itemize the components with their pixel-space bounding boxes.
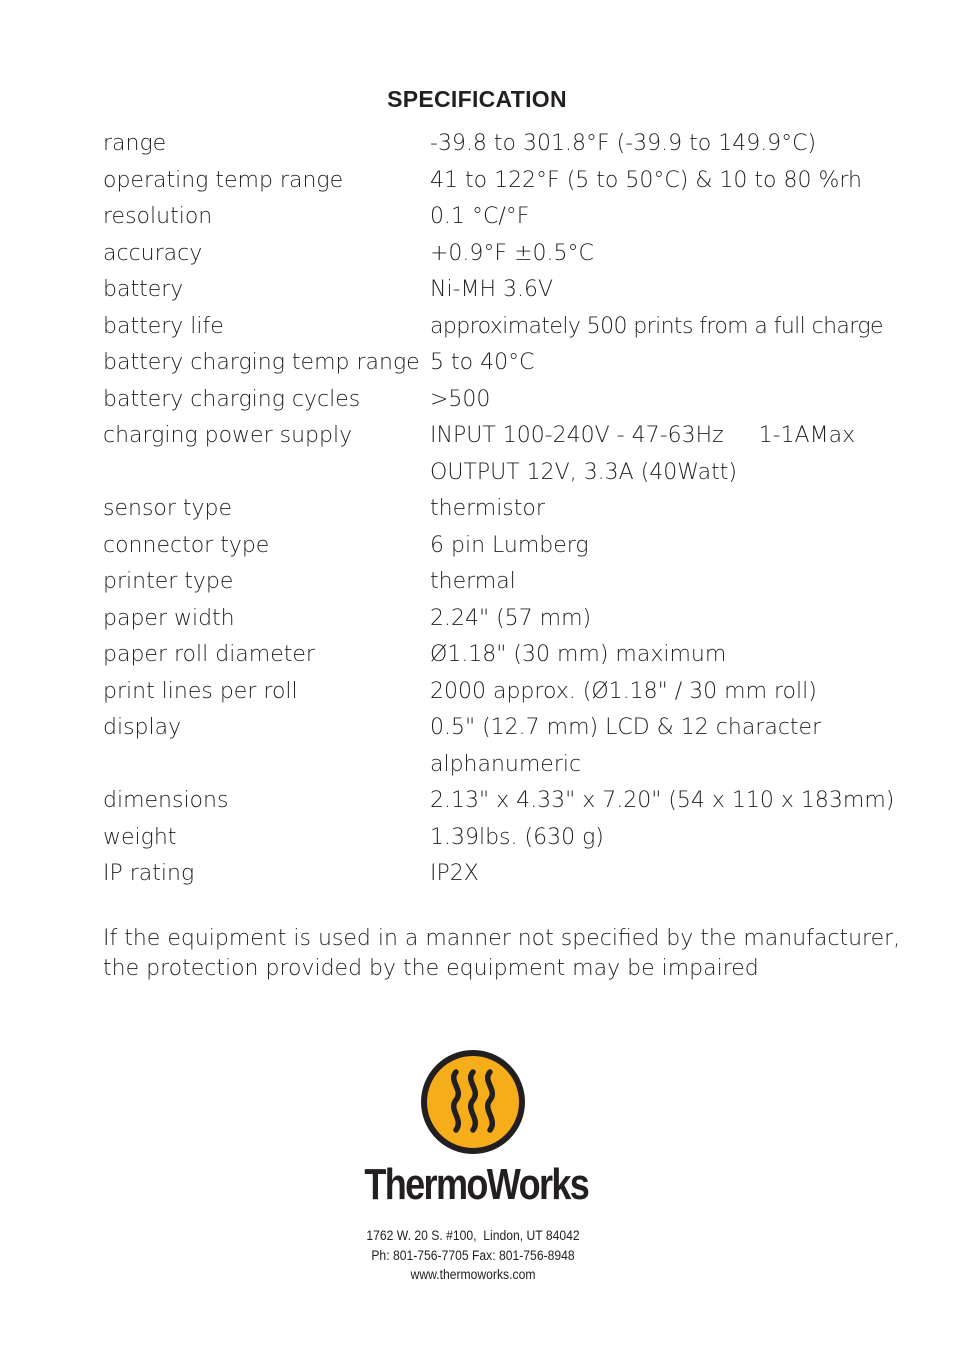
spec-row-paper-width [103,601,903,638]
spec-value: 2.24" (57 mm) [430,605,592,631]
spec-value: -39.8 to 301.8°F (-39.9 to 149.9°C) [430,131,817,156]
spec-value: Ni-MH 3.6V [430,277,554,302]
spec-value: approximately 500 prints from a full charge [430,313,883,339]
spec-row-ip-rating [103,856,903,893]
spec-value: OUTPUT 12V, 3.3A (40Watt) [430,459,737,485]
safety-note [103,924,903,984]
spec-table [103,126,903,893]
brand-logo-text: ThermoWorks [364,1160,589,1209]
spec-row-sensor-type [103,491,903,528]
spec-row-paper-roll-diameter [103,637,903,674]
spec-label: IP rating [103,861,195,886]
spec-value: 0.1 °C/°F [430,204,530,229]
spec-value: thermal [430,569,516,594]
spec-value: 6 pin Lumberg [430,532,589,558]
spec-row-charging-power-supply [103,418,903,455]
spec-row-battery-charging-cycles [103,382,903,419]
spec-row-range [103,126,903,163]
spec-value: 1.39lbs. (630 g) [430,824,604,850]
spec-row-battery [103,272,903,309]
spec-label: battery charging cycles [103,386,361,412]
spec-label: sensor type [103,496,233,521]
contact-block [47,1226,898,1285]
spec-row-print-lines-per-roll [103,674,903,711]
phone-line: Ph: 801-756-7705 Fax: 801-756-8948 [371,1247,575,1263]
address-line: 1762 W. 20 S. #100, Lindon, UT 84042 [366,1228,580,1243]
spec-row-accuracy [103,236,903,273]
website-link[interactable]: www.thermoworks.com [410,1267,536,1282]
spec-label: print lines per roll [103,678,298,704]
spec-label: resolution [103,204,213,229]
spec-value: +0.9°F ±0.5°C [430,240,594,266]
spec-label: paper width [103,605,235,631]
spec-row-battery-life [103,309,903,346]
spec-label: battery charging temp range [103,350,420,375]
spec-value: Ø1.18" (30 mm) maximum [430,642,727,667]
spec-value: INPUT 100-240V - 47-63Hz 1-1AMax [430,423,856,448]
spec-row-resolution [103,199,903,236]
spec-row-charging-power-supply-cont [103,455,903,492]
spec-label: printer type [103,569,234,594]
spec-value: 2000 approx. (Ø1.18" / 30 mm roll) [430,678,817,704]
safety-note-line: the protection provided by the equipment may be impaired [103,956,759,981]
spec-value: >500 [430,386,491,412]
spec-value: IP2X [430,861,479,886]
safety-note-line: If the equipment is used in a manner not specified by the manufacturer, [103,926,901,951]
spec-row-battery-charging-temp-range [103,345,903,382]
spec-value: thermistor [430,496,545,521]
spec-row-display [103,710,903,747]
spec-label: accuracy [103,240,203,266]
spec-label: weight [103,824,177,850]
spec-row-weight [103,820,903,857]
spec-label: battery [103,277,184,302]
spec-label: battery life [103,313,224,339]
spec-row-printer-type [103,564,903,601]
spec-value: 5 to 40°C [430,350,535,375]
page-title: SPECIFICATION [387,86,567,112]
spec-row-display-cont [103,747,903,784]
spec-row-operating-temp-range [103,163,903,200]
spec-label: range [103,131,167,156]
spec-label: operating temp range [103,167,344,193]
spec-value: 2.13" x 4.33" x 7.20" (54 x 110 x 183mm) [430,788,895,813]
spec-label: charging power supply [103,423,353,448]
heat-waves-icon [421,1050,525,1154]
spec-value: 41 to 122°F (5 to 50°C) & 10 to 80 %rh [430,167,862,193]
spec-value: alphanumeric [430,751,582,777]
spec-value: 0.5" (12.7 mm) LCD & 12 character [430,715,822,740]
spec-row-dimensions [103,783,903,820]
spec-label: connector type [103,532,270,558]
spec-row-connector-type [103,528,903,565]
spec-label: display [103,715,182,740]
spec-label: paper roll diameter [103,642,315,667]
spec-label: dimensions [103,788,229,813]
